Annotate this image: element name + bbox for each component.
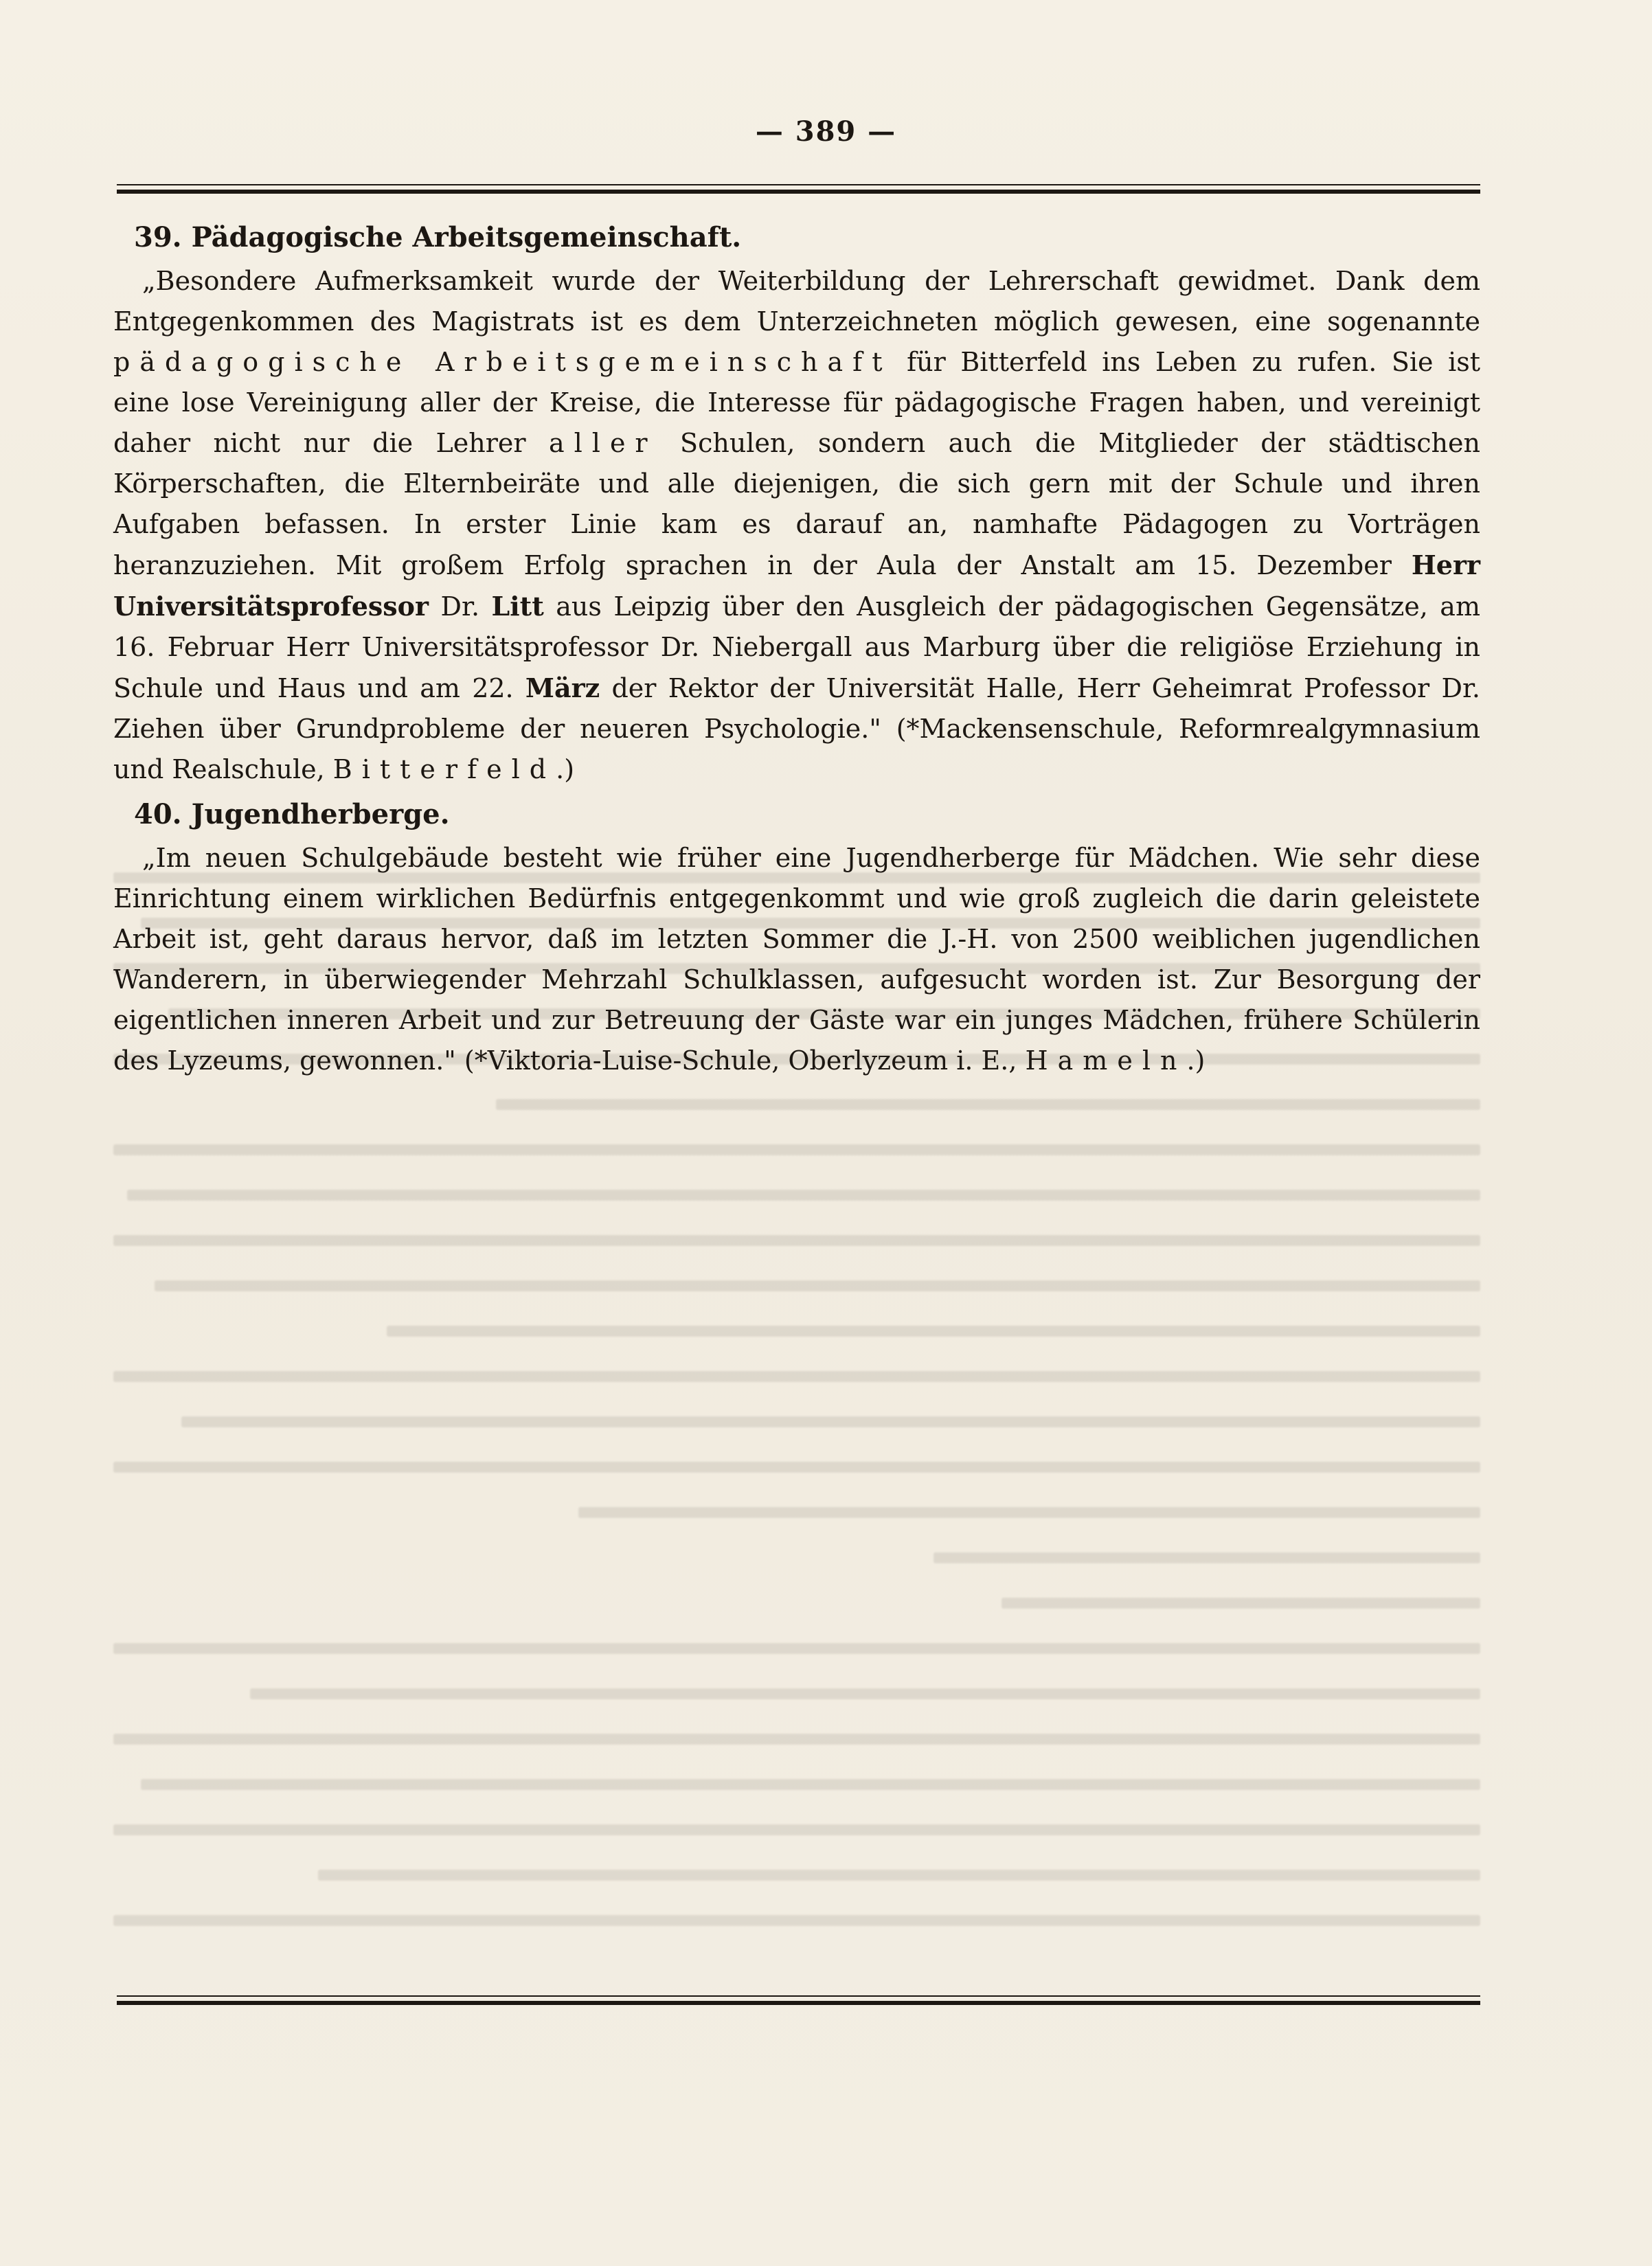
section-39-number: 39. xyxy=(134,221,182,253)
header-rule-thick xyxy=(117,190,1480,194)
section-40-heading xyxy=(134,795,1480,834)
footer-rule-thick xyxy=(117,2001,1480,2005)
spaced-text-run: pädagogische Arbeitsgemeinschaft xyxy=(113,347,892,377)
text-run: .) xyxy=(556,754,575,784)
section-39-title: Pädagogische Arbeitsgemeinschaft. xyxy=(191,221,742,253)
spaced-text-run: Hameln xyxy=(1025,1045,1187,1076)
section-40-paragraph xyxy=(113,838,1480,1081)
text-run: Schulen, sondern auch die Mitglieder der städtischen Körperschaften, die Elternbeiräte und alle diejenigen, die sich gern mit der Schule und ihren Aufgaben befassen. In erster Linie kam es darauf an, namhafte Pädagogen zu Vorträgen heranzuziehen. Mit großem Erfolg sprachen in der Aula der Anstalt am 15. Dezember xyxy=(113,428,1480,580)
footer-rule-thin xyxy=(117,1995,1480,1997)
text-run: .) xyxy=(1186,1045,1206,1076)
text-run: Dr. xyxy=(429,591,492,622)
section-40-number: 40. xyxy=(134,798,182,830)
bold-text-run: Herr Universitätsprofessor xyxy=(113,549,1480,622)
section-39-heading xyxy=(134,218,1480,257)
spaced-text-run: Bitterfeld xyxy=(332,754,556,784)
page-body xyxy=(113,218,1480,1087)
text-run: der Rektor der Universität Halle, Herr Geheimrat Professor Dr. Ziehen über Grundprobleme der neueren Psychologie." (*Mackensenschule, Reformrealgymnasium und Realschule, xyxy=(113,673,1481,784)
bold-text-run: März xyxy=(525,672,600,703)
text-run: „Besondere Aufmerksamkeit wurde der Weiterbildung der Lehrerschaft gewidmet. Dank dem Entgegenkommen des Magistrats ist es dem Unterzeichneten möglich gewesen, eine sogenannte xyxy=(113,266,1480,337)
header-rule-thin xyxy=(117,184,1480,185)
page-number: — 389 — xyxy=(755,115,897,148)
bold-text-run: Litt xyxy=(491,591,544,622)
section-39-paragraph xyxy=(113,261,1480,790)
text-run: „Im neuen Schulgebäude besteht wie früher eine Jugendherberge für Mädchen. Wie sehr diese Einrichtung einem wirklichen Bedürfnis entgegenkommt und wie groß zugleich die darin geleistete Arbeit ist, geht daraus hervor, daß im letzten Sommer die J.-H. von 2500 weiblichen jugendlichen Wanderern, in überwiegender Mehrzahl Schulklassen, aufgesucht worden ist. Zur Besorgung der eigentlichen inneren Arbeit und zur Betreuung der Gäste war ein junges Mädchen, frühere Schülerin des Lyzeums, gewonnen." (*Viktoria-Luise-Schule, Oberlyzeum i. E., xyxy=(113,843,1480,1076)
spaced-text-run: aller xyxy=(548,428,657,458)
text-run: aus Leipzig über den Ausgleich der pädagogischen Gegensätze, am 16. Februar Herr Universitätsprofessor Dr. Niebergall aus Marburg über die religiöse Erziehung in Schule und Haus und am 22. xyxy=(113,591,1480,703)
text-run: für Bitterfeld ins Leben zu rufen. Sie ist eine lose Vereinigung aller der Kreise, die Interesse für pädagogische Fragen haben, und vereinigt daher nicht nur die Lehrer xyxy=(113,347,1480,458)
section-40-title: Jugendherberge. xyxy=(191,798,450,830)
